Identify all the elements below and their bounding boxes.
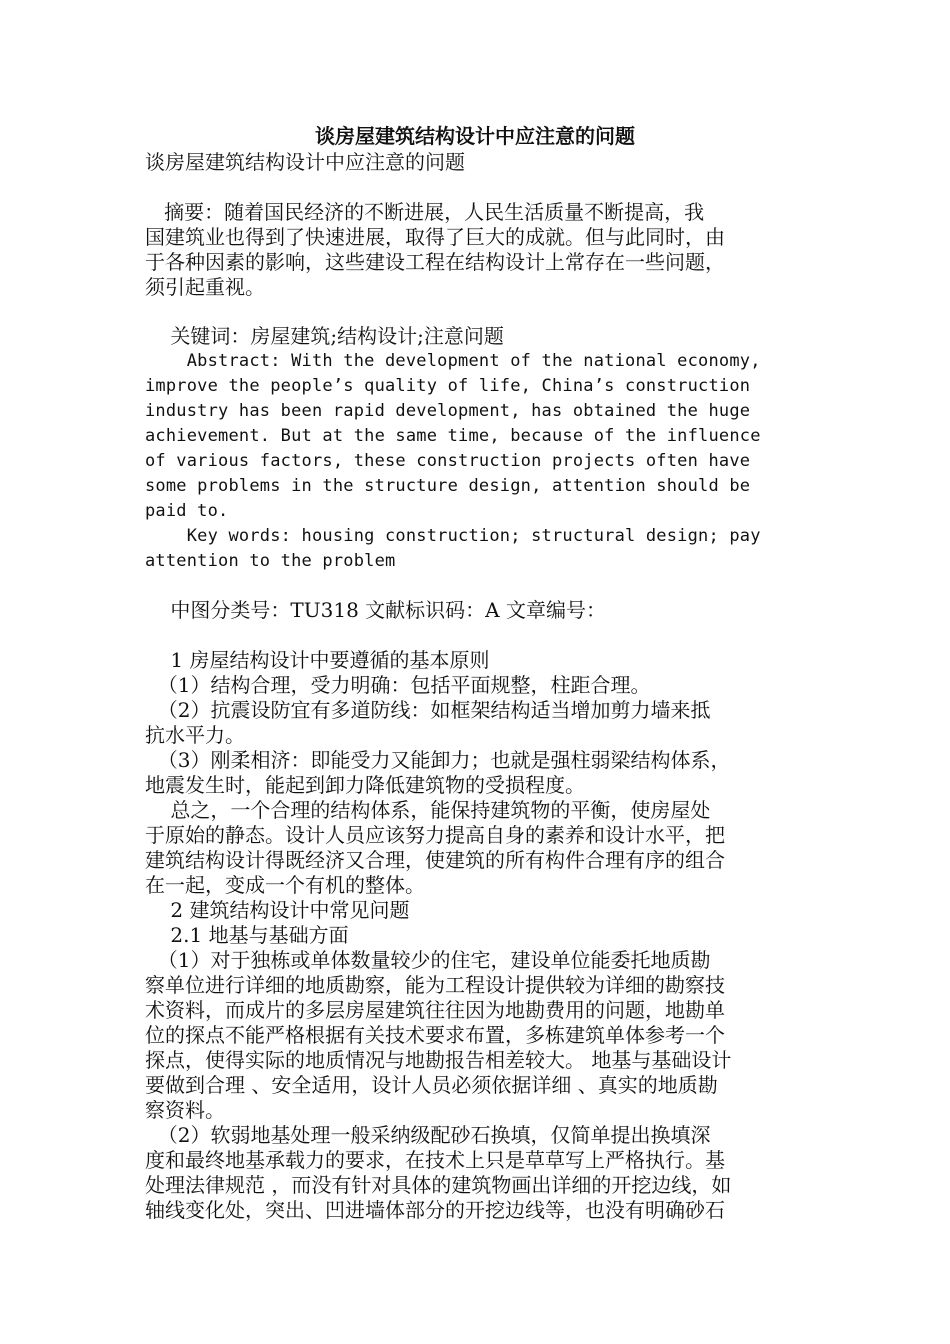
abstract-cn-line: 须引起重视。 <box>145 275 265 299</box>
body-line: 轴线变化处，突出、凹进墙体部分的开挖边线等，也没有明确砂石 <box>145 1198 725 1222</box>
abstract-en-line: achievement. But at the same time, because of the influence <box>145 426 761 446</box>
subtitle-line: 谈房屋建筑结构设计中应注意的问题 <box>145 150 465 174</box>
abstract-en-line: improve the people’s quality of life, China’s construction <box>145 376 751 396</box>
body-line: 度和最终地基承载力的要求，在技术上只是草草写上严格执行。基 <box>145 1148 725 1172</box>
section-heading: 2 建筑结构设计中常见问题 <box>145 898 410 922</box>
abstract-cn-line: 摘要：随着国民经济的不断进展，人民生活质量不断提高，我 <box>145 200 705 224</box>
abstract-en-line: paid to. <box>145 501 229 521</box>
body-line: 要做到合理 、安全适用，设计人员必须依据详细 、真实的地质勘 <box>145 1073 718 1097</box>
keywords-cn-line: 关键词：房屋建筑;结构设计;注意问题 <box>145 324 504 348</box>
keywords-en-line: attention to the problem <box>145 551 396 571</box>
body-line: 地震发生时，能起到卸力降低建筑物的受损程度。 <box>145 773 585 797</box>
classification-line: 中图分类号：TU318 文献标识码：A 文章编号： <box>145 598 606 622</box>
abstract-en-line: industry has been rapid development, has obtained the huge <box>145 401 751 421</box>
body-line: 总之，一个合理的结构体系，能保持建筑物的平衡，使房屋处 <box>145 798 711 822</box>
body-line: 处理法律规范 ，而没有针对具体的建筑物画出详细的开挖边线，如 <box>145 1173 732 1197</box>
abstract-en-line: Abstract: With the development of the national economy, <box>145 351 761 371</box>
abstract-en-line: some problems in the structure design, attention should be <box>145 476 751 496</box>
abstract-cn-line: 国建筑业也得到了快速进展，取得了巨大的成就。但与此同时，由 <box>145 225 725 249</box>
body-line: 于原始的静态。设计人员应该努力提高自身的素养和设计水平，把 <box>145 823 725 847</box>
abstract-en-line: of various factors, these construction projects often have <box>145 451 751 471</box>
body-line: 察单位进行详细的地质勘察，能为工程设计提供较为详细的勘察技 <box>145 973 725 997</box>
body-line: 探点，使得实际的地质情况与地勘报告相差较大。 地基与基础设计 <box>145 1048 732 1072</box>
abstract-cn-line: 于各种因素的影响，这些建设工程在结构设计上常存在一些问题， <box>145 250 725 274</box>
body-line: 术资料，而成片的多层房屋建筑往往因为地勘费用的问题，地勘单 <box>145 998 725 1022</box>
document-title: 谈房屋建筑结构设计中应注意的问题 <box>315 124 635 148</box>
keywords-en-line: Key words: housing construction; structural design; pay <box>145 526 761 546</box>
body-line: （1）结构合理，受力明确：包括平面规整，柱距合理。 <box>145 673 651 697</box>
body-line: （2）软弱地基处理一般采纳级配砂石换填，仅简单提出换填深 <box>145 1123 711 1147</box>
section-heading: 1 房屋结构设计中要遵循的基本原则 <box>145 648 490 672</box>
body-line: （1）对于独栋或单体数量较少的住宅，建设单位能委托地质勘 <box>145 948 711 972</box>
body-line: 在一起，变成一个有机的整体。 <box>145 873 425 897</box>
body-line: 建筑结构设计得既经济又合理，使建筑的所有构件合理有序的组合 <box>145 848 725 872</box>
body-line: 位的探点不能严格根据有关技术要求布置，多栋建筑单体参考一个 <box>145 1023 725 1047</box>
body-line: （3）刚柔相济：即能受力又能卸力；也就是强柱弱梁结构体系， <box>145 748 731 772</box>
body-line: 抗水平力。 <box>145 723 245 747</box>
subsection-heading: 2.1 地基与基础方面 <box>145 923 349 947</box>
body-line: 察资料。 <box>145 1098 225 1122</box>
body-line: （2）抗震设防宜有多道防线：如框架结构适当增加剪力墙来抵 <box>145 698 711 722</box>
